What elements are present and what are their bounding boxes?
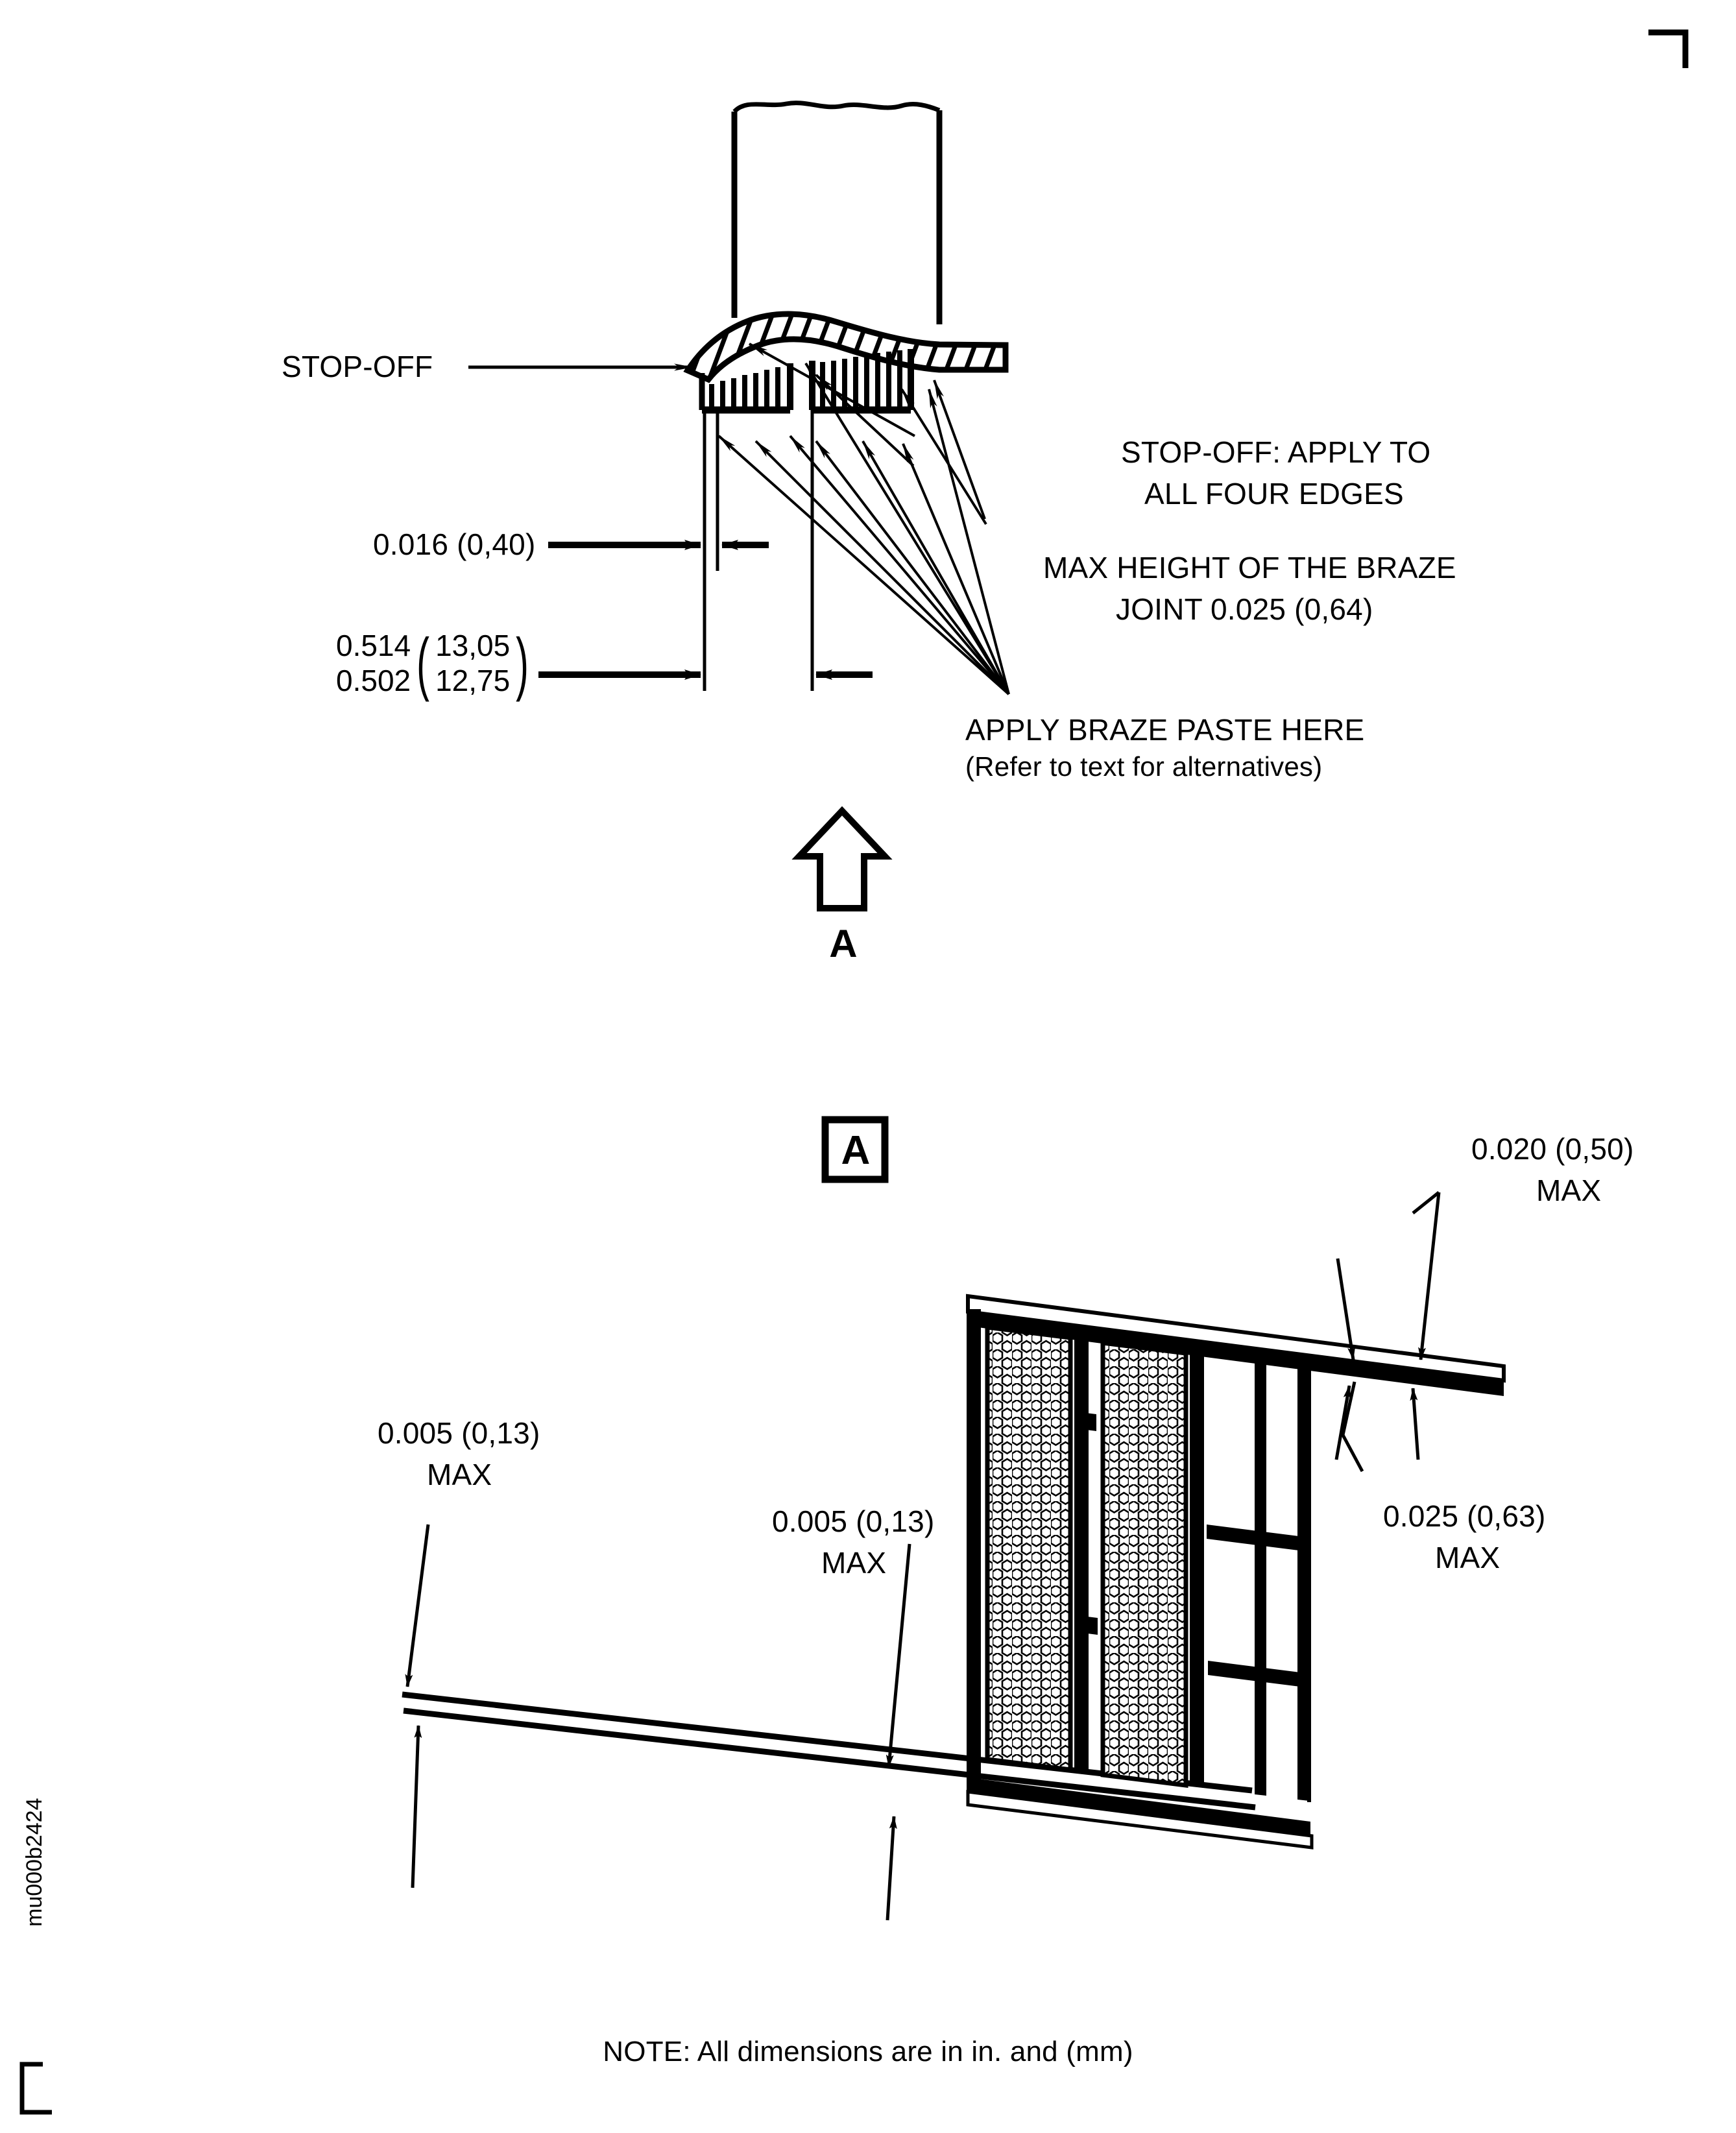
page-code: mu000b2424	[22, 1798, 47, 1927]
braze-paste-line2: (Refer to text for alternatives)	[965, 751, 1323, 782]
dimension-0025-value: 0.025 (0,63)	[1383, 1499, 1546, 1533]
tolerance-lead-lower: 0.502	[336, 664, 411, 698]
close-paren: )	[516, 623, 529, 702]
upper-cross-section-graphic	[468, 103, 1031, 908]
lower-panel-graphic	[402, 1120, 1504, 1920]
braze-paste-line1: APPLY BRAZE PASTE HERE	[965, 713, 1365, 747]
view-tag-a: A	[841, 1128, 871, 1173]
dimension-0005-left-max: MAX	[427, 1458, 492, 1491]
braze-height-line2: JOINT 0.025 (0,64)	[1116, 592, 1373, 626]
corner-crop-mark	[1648, 32, 1685, 68]
dimension-0005-mid-max: MAX	[821, 1546, 887, 1580]
dimension-0020-max: MAX	[1536, 1174, 1602, 1207]
dimension-0025-max: MAX	[1435, 1541, 1501, 1574]
honeycomb-panel-assembly	[967, 1296, 1504, 1848]
stop-off-note-line1: STOP-OFF: APPLY TO	[1121, 435, 1431, 469]
braze-height-line1: MAX HEIGHT OF THE BRAZE	[1043, 551, 1456, 584]
dimension-0016: 0.016 (0,40)	[373, 527, 536, 561]
tolerance-lead-upper: 0.514	[336, 629, 411, 662]
tolerance-mm-upper: 13,05	[435, 629, 511, 662]
section-arrow-label-a: A	[829, 922, 858, 965]
dimension-0005-mid-value: 0.005 (0,13)	[772, 1504, 935, 1538]
tolerance-mm-lower: 12,75	[435, 664, 511, 698]
core-block-right	[812, 349, 911, 410]
dimension-0005-left-value: 0.005 (0,13)	[378, 1416, 540, 1450]
open-paren: (	[416, 623, 430, 702]
width-tolerance-stack	[336, 623, 535, 702]
stop-off-label: STOP-OFF	[282, 350, 433, 383]
sheet-note: NOTE: All dimensions are in in. and (mm)	[603, 2036, 1133, 2067]
page-code-bracket	[13, 2062, 58, 2117]
stop-off-note-line2: ALL FOUR EDGES	[1144, 477, 1404, 511]
dimension-0020-value: 0.020 (0,50)	[1471, 1132, 1634, 1166]
section-arrow-a	[799, 811, 885, 908]
